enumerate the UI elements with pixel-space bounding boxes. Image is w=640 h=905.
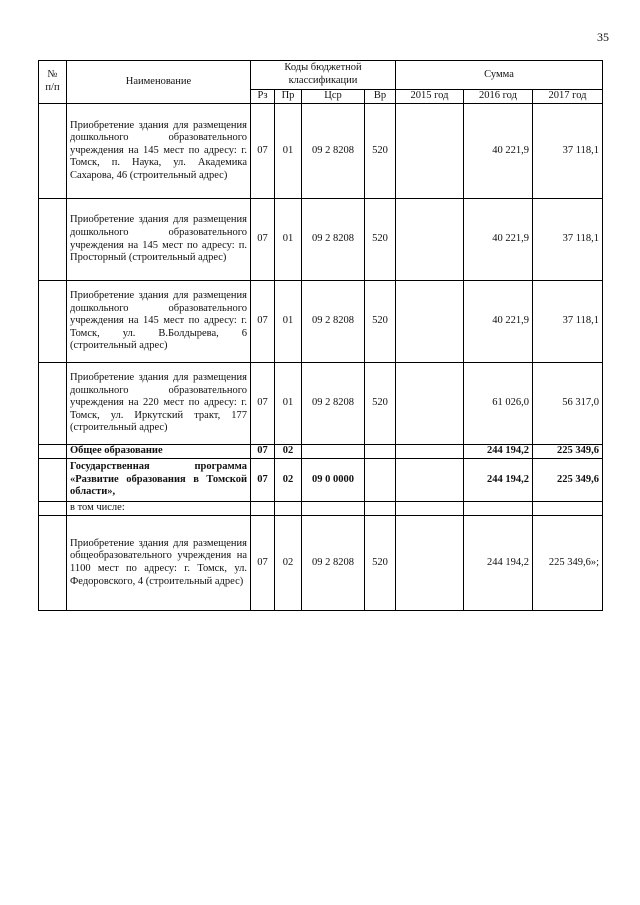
row-2017: 225 349,6»;	[533, 516, 603, 611]
row-2015	[396, 281, 464, 363]
row-vr: 520	[365, 516, 396, 611]
row-2017: 37 118,1	[533, 104, 603, 199]
row-2016	[464, 502, 533, 516]
row-2017: 225 349,6	[533, 459, 603, 502]
row-2016: 244 194,2	[464, 445, 533, 459]
row-2016: 40 221,9	[464, 281, 533, 363]
row-2015	[396, 459, 464, 502]
table-row	[39, 199, 603, 281]
header-vr: Вр	[365, 90, 396, 104]
row-2017: 37 118,1	[533, 281, 603, 363]
row-rz: 07	[251, 516, 275, 611]
row-vr: 520	[365, 363, 396, 445]
row-pr: 01	[275, 281, 302, 363]
row-2017: 56 317,0	[533, 363, 603, 445]
table-row	[39, 363, 603, 445]
row-2015	[396, 363, 464, 445]
row-vr: 520	[365, 281, 396, 363]
row-2015	[396, 104, 464, 199]
row-number	[39, 459, 67, 502]
table-row	[39, 104, 603, 199]
row-pr: 02	[275, 516, 302, 611]
header-2016: 2016 год	[464, 90, 533, 104]
row-pr	[275, 502, 302, 516]
row-2016: 61 026,0	[464, 363, 533, 445]
row-pr: 02	[275, 459, 302, 502]
row-csr: 09 2 8208	[302, 363, 365, 445]
header-name: Наименование	[67, 61, 251, 104]
header-budget-codes: Коды бюджетной классификации	[251, 61, 396, 90]
row-2016: 40 221,9	[464, 199, 533, 281]
row-number	[39, 445, 67, 459]
row-2015	[396, 445, 464, 459]
row-number	[39, 199, 67, 281]
row-vr	[365, 459, 396, 502]
row-vr	[365, 445, 396, 459]
row-rz: 07	[251, 199, 275, 281]
table-row	[39, 459, 603, 502]
row-csr: 09 0 0000	[302, 459, 365, 502]
table-header	[39, 61, 603, 104]
row-2015	[396, 199, 464, 281]
table-row	[39, 281, 603, 363]
row-rz	[251, 502, 275, 516]
row-csr: 09 2 8208	[302, 104, 365, 199]
header-2017: 2017 год	[533, 90, 603, 104]
row-pr: 01	[275, 104, 302, 199]
row-pr: 01	[275, 199, 302, 281]
row-csr	[302, 502, 365, 516]
budget-table	[38, 60, 603, 611]
row-name: Государственная программа «Развитие образования в Томской области»,	[67, 459, 251, 502]
table-row	[39, 516, 603, 611]
row-name: Приобретение здания для размещения дошкольного образовательного учреждения на 145 мест по адресу: п. Просторный (строительный адрес)	[67, 199, 251, 281]
row-vr: 520	[365, 199, 396, 281]
row-rz: 07	[251, 363, 275, 445]
header-number: № п/п	[39, 61, 67, 104]
row-2015	[396, 502, 464, 516]
row-vr	[365, 502, 396, 516]
row-number	[39, 516, 67, 611]
table-row	[39, 502, 603, 516]
row-2015	[396, 516, 464, 611]
row-name: Приобретение здания для размещения дошкольного образовательного учреждения на 220 мест по адресу: г. Томск, ул. Иркутский тракт, 177 (строительный адрес)	[67, 363, 251, 445]
row-number	[39, 281, 67, 363]
row-2017	[533, 502, 603, 516]
row-2017: 37 118,1	[533, 199, 603, 281]
row-rz: 07	[251, 459, 275, 502]
row-name: в том числе:	[67, 502, 251, 516]
row-2017: 225 349,6	[533, 445, 603, 459]
row-rz: 07	[251, 104, 275, 199]
row-pr: 01	[275, 363, 302, 445]
row-name: Общее образование	[67, 445, 251, 459]
header-csr: Цср	[302, 90, 365, 104]
row-csr: 09 2 8208	[302, 199, 365, 281]
row-rz: 07	[251, 445, 275, 459]
row-2016: 244 194,2	[464, 459, 533, 502]
row-csr: 09 2 8208	[302, 281, 365, 363]
row-csr: 09 2 8208	[302, 516, 365, 611]
header-sum: Сумма	[396, 61, 603, 90]
row-name: Приобретение здания для размещения общеобразовательного учреждения на 1100 мест по адресу: г. Томск, ул. Федоровского, 4 (строительный адрес)	[67, 516, 251, 611]
row-2016: 40 221,9	[464, 104, 533, 199]
row-2016: 244 194,2	[464, 516, 533, 611]
header-pr: Пр	[275, 90, 302, 104]
page-number: 35	[597, 30, 609, 44]
row-number	[39, 104, 67, 199]
row-number	[39, 502, 67, 516]
row-name: Приобретение здания для размещения дошкольного образовательного учреждения на 145 мест по адресу: г. Томск, п. Наука, ул. Академика Сахарова, 46 (строительный адрес)	[67, 104, 251, 199]
header-rz: Рз	[251, 90, 275, 104]
header-2015: 2015 год	[396, 90, 464, 104]
table-row	[39, 445, 603, 459]
row-rz: 07	[251, 281, 275, 363]
row-vr: 520	[365, 104, 396, 199]
row-pr: 02	[275, 445, 302, 459]
row-name: Приобретение здания для размещения дошкольного образовательного учреждения на 145 мест по адресу: г. Томск, ул. В.Болдырева, 6 (строительный адрес)	[67, 281, 251, 363]
row-csr	[302, 445, 365, 459]
row-number	[39, 363, 67, 445]
